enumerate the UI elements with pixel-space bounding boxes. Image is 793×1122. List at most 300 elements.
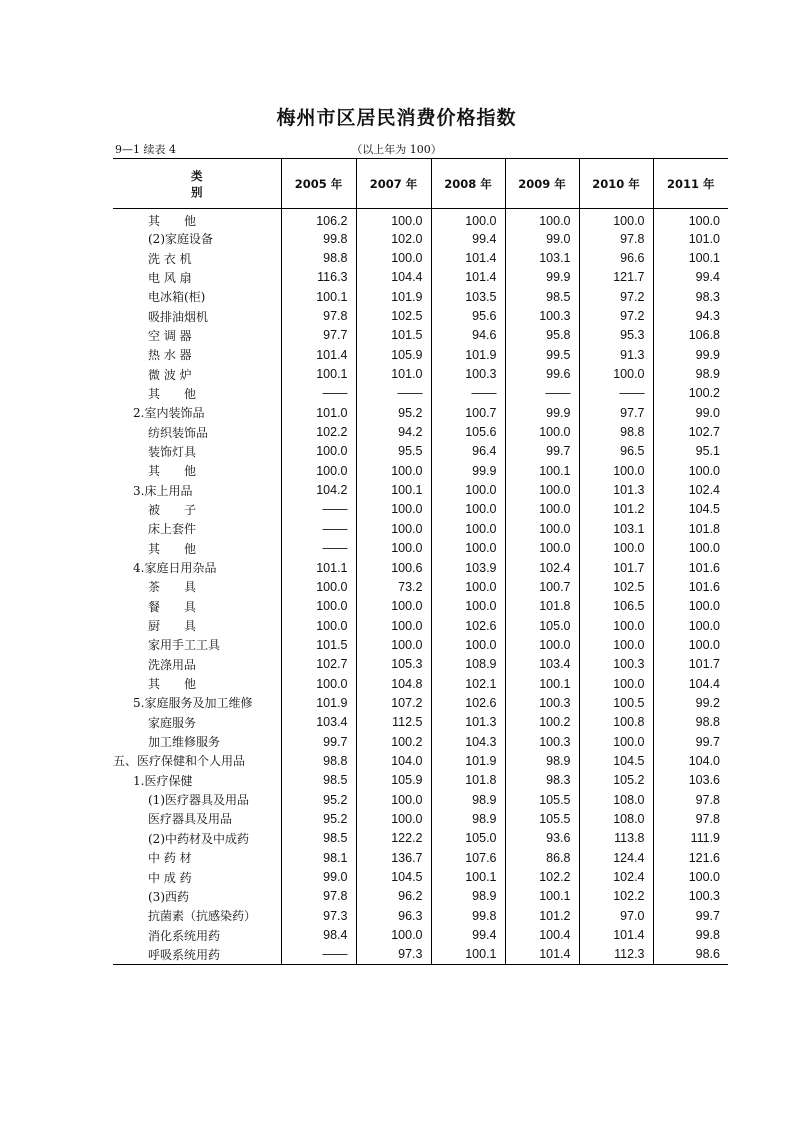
column-header-year: 2008 年 — [431, 159, 505, 209]
index-value-cell: 95.5 — [356, 442, 431, 461]
row-category-label: 床上套件 — [148, 522, 197, 537]
table-row — [113, 558, 728, 577]
index-value-cell: 100.0 — [356, 209, 431, 230]
row-category-label: (3)西药 — [148, 889, 189, 904]
index-value-cell: 98.9 — [653, 364, 728, 383]
index-value-cell: 100.0 — [431, 539, 505, 558]
index-value-cell: 100.0 — [579, 732, 653, 751]
index-value-cell: 98.8 — [281, 248, 356, 267]
index-value-cell: 101.0 — [281, 403, 356, 422]
table-row — [113, 268, 728, 287]
index-value-cell: 100.0 — [281, 442, 356, 461]
index-value-cell: 100.0 — [356, 925, 431, 944]
index-value-cell: 102.7 — [653, 422, 728, 441]
index-value-cell: 97.7 — [281, 326, 356, 345]
row-category-label: 餐 具 — [148, 599, 197, 614]
index-value-cell: 106.5 — [579, 597, 653, 616]
table-id: 9—1 续表 4 — [115, 143, 176, 156]
index-value-cell: 100.0 — [431, 209, 505, 230]
row-category-label: 空 调 器 — [148, 328, 192, 343]
index-value-cell: 100.0 — [505, 209, 579, 230]
index-value-cell: 101.4 — [505, 945, 579, 964]
index-value-cell: 99.0 — [281, 867, 356, 886]
index-value-cell: 104.4 — [356, 268, 431, 287]
index-value-cell: 102.4 — [505, 558, 579, 577]
index-value-cell: 100.1 — [281, 287, 356, 306]
index-value-cell: 100.1 — [505, 674, 579, 693]
index-value-cell: 101.1 — [281, 558, 356, 577]
index-value-cell: —— — [505, 384, 579, 403]
index-value-cell: 97.8 — [579, 229, 653, 248]
index-value-cell: 99.8 — [653, 925, 728, 944]
index-value-cell: 100.0 — [505, 539, 579, 558]
index-value-cell: 101.2 — [579, 500, 653, 519]
index-value-cell: 101.9 — [356, 287, 431, 306]
index-value-cell: 103.4 — [281, 713, 356, 732]
row-category-label: 被 子 — [148, 502, 197, 517]
index-value-cell: 112.3 — [579, 945, 653, 964]
table-row — [113, 306, 728, 325]
index-value-cell: —— — [281, 384, 356, 403]
index-value-cell: 112.5 — [356, 713, 431, 732]
table-row — [113, 713, 728, 732]
table-row — [113, 229, 728, 248]
table-row — [113, 539, 728, 558]
index-value-cell: 100.0 — [579, 635, 653, 654]
index-value-cell: 100.0 — [431, 597, 505, 616]
index-value-cell: 102.6 — [431, 693, 505, 712]
table-row — [113, 500, 728, 519]
index-value-cell: 99.0 — [653, 403, 728, 422]
index-value-cell: 101.8 — [431, 771, 505, 790]
index-value-cell: 98.9 — [505, 751, 579, 770]
index-value-cell: 105.9 — [356, 771, 431, 790]
index-value-cell: 105.5 — [505, 809, 579, 828]
index-value-cell: 100.0 — [653, 539, 728, 558]
index-value-cell: 99.9 — [505, 268, 579, 287]
index-value-cell: 103.1 — [505, 248, 579, 267]
index-value-cell: 100.0 — [356, 500, 431, 519]
index-value-cell: 101.9 — [431, 751, 505, 770]
index-value-cell: 100.0 — [579, 209, 653, 230]
index-value-cell: 104.5 — [579, 751, 653, 770]
index-value-cell: 103.5 — [431, 287, 505, 306]
page-title: 梅州市区居民消费价格指数 — [276, 107, 517, 129]
index-value-cell: 97.3 — [281, 906, 356, 925]
index-value-cell: 98.5 — [281, 771, 356, 790]
index-value-cell: 99.7 — [505, 442, 579, 461]
index-value-cell: 98.3 — [653, 287, 728, 306]
index-value-cell: —— — [281, 500, 356, 519]
index-value-cell: 100.0 — [579, 674, 653, 693]
index-value-cell: 105.3 — [356, 655, 431, 674]
row-category-label: 其 他 — [148, 386, 197, 401]
index-value-cell: 96.5 — [579, 442, 653, 461]
row-category-label: 其 他 — [148, 541, 197, 556]
index-value-cell: 97.2 — [579, 306, 653, 325]
table-row — [113, 674, 728, 693]
table-row — [113, 209, 728, 230]
row-category-label: 中 药 材 — [148, 851, 192, 866]
index-value-cell: —— — [281, 539, 356, 558]
index-value-cell: 99.0 — [505, 229, 579, 248]
table-row — [113, 693, 728, 712]
row-category-label: 消化系统用药 — [148, 928, 221, 943]
table-row — [113, 519, 728, 538]
index-value-cell: 101.5 — [356, 326, 431, 345]
index-value-cell: 86.8 — [505, 848, 579, 867]
table-row — [113, 655, 728, 674]
index-value-cell: 104.5 — [653, 500, 728, 519]
index-value-cell: 100.0 — [281, 461, 356, 480]
index-value-cell: 100.0 — [653, 616, 728, 635]
index-value-cell: 102.7 — [281, 655, 356, 674]
index-value-cell: 73.2 — [356, 577, 431, 596]
index-value-cell: 97.0 — [579, 906, 653, 925]
index-value-cell: 104.2 — [281, 480, 356, 499]
table-row — [113, 248, 728, 267]
index-value-cell: 102.0 — [356, 229, 431, 248]
index-value-cell: 100.3 — [505, 306, 579, 325]
index-value-cell: 96.3 — [356, 906, 431, 925]
index-value-cell: 100.0 — [281, 597, 356, 616]
row-category-label: (2)家庭设备 — [148, 232, 213, 247]
index-value-cell: 100.2 — [505, 713, 579, 732]
index-value-cell: 102.4 — [579, 867, 653, 886]
index-value-cell: 98.8 — [579, 422, 653, 441]
index-value-cell: 97.8 — [653, 790, 728, 809]
index-value-cell: 99.8 — [431, 906, 505, 925]
index-value-cell: 96.2 — [356, 887, 431, 906]
index-value-cell: 91.3 — [579, 345, 653, 364]
index-value-cell: 104.8 — [356, 674, 431, 693]
index-value-cell: 100.0 — [356, 616, 431, 635]
table-row — [113, 635, 728, 654]
column-header-category: 类 别 — [113, 159, 281, 209]
index-value-cell: 100.0 — [356, 539, 431, 558]
table-row — [113, 577, 728, 596]
index-value-cell: 101.3 — [579, 480, 653, 499]
row-category-label: 电冰箱(柜) — [148, 290, 206, 305]
index-value-cell: 100.0 — [281, 674, 356, 693]
index-value-cell: 99.7 — [281, 732, 356, 751]
index-value-cell: 100.1 — [505, 461, 579, 480]
index-value-cell: —— — [431, 384, 505, 403]
index-value-cell: 95.2 — [281, 809, 356, 828]
index-value-cell: 100.0 — [505, 422, 579, 441]
index-value-cell: 100.0 — [505, 635, 579, 654]
index-value-cell: —— — [579, 384, 653, 403]
index-value-cell: 100.1 — [431, 945, 505, 964]
index-value-cell: 100.0 — [356, 635, 431, 654]
index-value-cell: 98.8 — [653, 713, 728, 732]
row-category-label: 4.家庭日用杂品 — [133, 561, 217, 576]
index-value-cell: 104.0 — [653, 751, 728, 770]
index-value-cell: 97.8 — [281, 887, 356, 906]
index-value-cell: 103.9 — [431, 558, 505, 577]
row-category-label: 装饰灯具 — [148, 444, 197, 459]
index-value-cell: 122.2 — [356, 829, 431, 848]
column-header-year: 2009 年 — [505, 159, 579, 209]
column-header-year: 2007 年 — [356, 159, 431, 209]
index-value-cell: 101.6 — [653, 577, 728, 596]
index-value-cell: 97.7 — [579, 403, 653, 422]
index-value-cell: 103.4 — [505, 655, 579, 674]
index-value-cell: 104.0 — [356, 751, 431, 770]
index-value-cell: 105.2 — [579, 771, 653, 790]
index-value-cell: 105.0 — [431, 829, 505, 848]
index-value-cell: 100.1 — [356, 480, 431, 499]
index-value-cell: 100.8 — [579, 713, 653, 732]
table-row — [113, 480, 728, 499]
row-category-label: 3.床上用品 — [133, 483, 193, 498]
index-value-cell: 96.4 — [431, 442, 505, 461]
index-value-cell: 100.0 — [653, 597, 728, 616]
index-value-cell: 100.0 — [653, 635, 728, 654]
row-category-label: 茶 具 — [148, 580, 197, 595]
table-row — [113, 345, 728, 364]
table-row — [113, 906, 728, 925]
table-row — [113, 422, 728, 441]
column-header-year: 2005 年 — [281, 159, 356, 209]
index-value-cell: 100.4 — [505, 925, 579, 944]
index-value-cell: 101.9 — [281, 693, 356, 712]
row-category-label: 其 他 — [148, 214, 197, 228]
index-value-cell: 102.2 — [505, 867, 579, 886]
row-category-label: 抗菌素（抗感染药） — [148, 909, 257, 924]
index-value-cell: 98.8 — [281, 751, 356, 770]
index-value-cell: 100.0 — [281, 616, 356, 635]
index-value-cell: 108.0 — [579, 809, 653, 828]
index-value-cell: 100.0 — [653, 867, 728, 886]
index-value-cell: 100.2 — [356, 732, 431, 751]
index-value-cell: 108.9 — [431, 655, 505, 674]
row-category-label: (1)医疗器具及用品 — [148, 793, 249, 808]
row-category-label: 纺织装饰品 — [148, 425, 209, 440]
index-value-cell: 121.6 — [653, 848, 728, 867]
index-value-cell: 102.1 — [431, 674, 505, 693]
index-value-cell: 105.0 — [505, 616, 579, 635]
row-category-label: 厨 具 — [148, 619, 197, 634]
index-value-cell: 97.8 — [653, 809, 728, 828]
index-value-cell: 99.9 — [431, 461, 505, 480]
index-value-cell: 98.5 — [281, 829, 356, 848]
index-value-cell: 100.3 — [505, 693, 579, 712]
index-value-cell: 95.6 — [431, 306, 505, 325]
index-value-cell: 102.6 — [431, 616, 505, 635]
index-value-cell: 102.2 — [579, 887, 653, 906]
index-value-cell: 95.8 — [505, 326, 579, 345]
index-value-cell: 100.3 — [653, 887, 728, 906]
row-category-label: 微 波 炉 — [148, 367, 192, 382]
row-category-label: 呼吸系统用药 — [113, 945, 281, 964]
table-row — [113, 461, 728, 480]
table-row — [113, 829, 728, 848]
index-value-cell: 100.0 — [505, 480, 579, 499]
index-value-cell: 98.1 — [281, 848, 356, 867]
index-value-cell: 96.6 — [579, 248, 653, 267]
index-value-cell: 101.4 — [281, 345, 356, 364]
index-value-cell: 98.9 — [431, 790, 505, 809]
index-value-cell: 104.4 — [653, 674, 728, 693]
index-value-cell: 101.9 — [431, 345, 505, 364]
table-row — [113, 809, 728, 828]
index-value-cell: 102.5 — [356, 306, 431, 325]
index-value-cell: —— — [281, 945, 356, 964]
index-value-cell: 100.0 — [356, 597, 431, 616]
table-row — [113, 848, 728, 867]
row-category-label: 其 他 — [148, 464, 197, 479]
index-value-cell: 99.6 — [505, 364, 579, 383]
index-value-cell: 102.4 — [653, 480, 728, 499]
table-row — [113, 403, 728, 422]
index-value-cell: 111.9 — [653, 829, 728, 848]
table-row — [113, 732, 728, 751]
index-value-cell: 100.0 — [431, 480, 505, 499]
row-category-label: 家庭服务 — [148, 715, 197, 730]
index-value-cell: 94.2 — [356, 422, 431, 441]
index-value-cell: 98.5 — [505, 287, 579, 306]
index-value-cell: 98.9 — [431, 887, 505, 906]
table-row — [113, 790, 728, 809]
index-value-cell: 100.0 — [356, 461, 431, 480]
index-value-cell: 100.3 — [431, 364, 505, 383]
table-row — [113, 364, 728, 383]
index-value-cell: 100.6 — [356, 558, 431, 577]
index-value-cell: 100.0 — [356, 790, 431, 809]
index-value-cell: 100.0 — [653, 461, 728, 480]
index-value-cell: 99.4 — [431, 229, 505, 248]
index-value-cell: 100.3 — [505, 732, 579, 751]
index-value-cell: 97.8 — [281, 306, 356, 325]
index-value-cell: 100.1 — [505, 887, 579, 906]
index-value-cell: 103.1 — [579, 519, 653, 538]
row-category-label: 2.室内装饰品 — [133, 406, 205, 421]
index-value-cell: 100.1 — [281, 364, 356, 383]
index-value-cell: 100.7 — [505, 577, 579, 596]
table-row — [113, 597, 728, 616]
index-value-cell: 102.5 — [579, 577, 653, 596]
index-value-cell: 98.9 — [431, 809, 505, 828]
index-value-cell: 95.2 — [356, 403, 431, 422]
index-value-cell: 136.7 — [356, 848, 431, 867]
row-category-label: 家用手工工具 — [148, 638, 221, 653]
index-value-cell: 105.5 — [505, 790, 579, 809]
row-category-label: 5.家庭服务及加工维修 — [133, 696, 253, 711]
row-category-label: 电 风 扇 — [148, 270, 192, 285]
index-value-cell: 100.0 — [356, 519, 431, 538]
column-header-year: 2010 年 — [579, 159, 653, 209]
table-row — [113, 287, 728, 306]
index-value-cell: 99.5 — [505, 345, 579, 364]
index-value-cell: 104.3 — [431, 732, 505, 751]
index-value-cell: 94.3 — [653, 306, 728, 325]
table-row — [113, 867, 728, 886]
index-value-cell: 100.0 — [356, 809, 431, 828]
index-value-cell: 99.7 — [653, 906, 728, 925]
table-row — [113, 751, 728, 770]
index-value-cell: 100.5 — [579, 693, 653, 712]
index-value-cell: 98.6 — [653, 945, 728, 964]
index-value-cell: 116.3 — [281, 268, 356, 287]
index-value-cell: 100.0 — [653, 209, 728, 230]
row-category-label: 洗涤用品 — [148, 657, 197, 672]
index-value-cell: 100.0 — [431, 577, 505, 596]
table-row — [113, 384, 728, 403]
index-value-cell: 95.3 — [579, 326, 653, 345]
index-value-cell: 101.4 — [579, 925, 653, 944]
index-value-cell: 106.8 — [653, 326, 728, 345]
index-value-cell: 100.0 — [505, 500, 579, 519]
row-category-label: 1.医疗保健 — [133, 773, 193, 788]
index-value-cell: 101.0 — [653, 229, 728, 248]
index-value-cell: 113.8 — [579, 829, 653, 848]
table-row — [113, 945, 728, 964]
index-value-cell: 101.2 — [505, 906, 579, 925]
index-value-cell: 102.2 — [281, 422, 356, 441]
index-value-cell: 94.6 — [431, 326, 505, 345]
index-value-cell: 100.0 — [505, 519, 579, 538]
base-note: （以上年为 100） — [351, 143, 442, 156]
index-value-cell: 100.0 — [579, 364, 653, 383]
row-category-label: 洗 衣 机 — [148, 251, 192, 266]
row-category-label: 五、医疗保健和个人用品 — [113, 754, 246, 769]
index-value-cell: 100.7 — [431, 403, 505, 422]
index-value-cell: 107.2 — [356, 693, 431, 712]
index-value-cell: 100.0 — [431, 500, 505, 519]
header-row — [113, 159, 728, 209]
index-value-cell: 100.0 — [431, 519, 505, 538]
index-value-cell: 100.0 — [356, 248, 431, 267]
table-row — [113, 887, 728, 906]
index-value-cell: 98.3 — [505, 771, 579, 790]
index-value-cell: 99.4 — [431, 925, 505, 944]
index-value-cell: 100.0 — [431, 635, 505, 654]
index-value-cell: 99.7 — [653, 732, 728, 751]
index-value-cell: 99.2 — [653, 693, 728, 712]
index-value-cell: 104.5 — [356, 867, 431, 886]
index-value-cell: 101.0 — [356, 364, 431, 383]
index-value-cell: 100.1 — [653, 248, 728, 267]
index-value-cell: 101.7 — [653, 655, 728, 674]
index-value-cell: 97.2 — [579, 287, 653, 306]
table-row — [113, 616, 728, 635]
index-value-cell: 105.6 — [431, 422, 505, 441]
index-value-cell: 100.2 — [653, 384, 728, 403]
index-value-cell: 108.0 — [579, 790, 653, 809]
index-value-cell: 101.4 — [431, 248, 505, 267]
index-value-cell: 121.7 — [579, 268, 653, 287]
index-value-cell: —— — [356, 384, 431, 403]
index-value-cell: 95.1 — [653, 442, 728, 461]
index-value-cell: 103.6 — [653, 771, 728, 790]
index-value-cell: 100.0 — [579, 461, 653, 480]
index-value-cell: 105.9 — [356, 345, 431, 364]
index-value-cell: 100.0 — [579, 616, 653, 635]
index-value-cell: 99.9 — [505, 403, 579, 422]
row-category-label: 中 成 药 — [148, 870, 192, 885]
index-value-cell: 107.6 — [431, 848, 505, 867]
table-row — [113, 326, 728, 345]
index-value-cell: 93.6 — [505, 829, 579, 848]
index-value-cell: 95.2 — [281, 790, 356, 809]
table-row — [113, 771, 728, 790]
index-value-cell: 99.4 — [653, 268, 728, 287]
index-value-cell: 124.4 — [579, 848, 653, 867]
index-value-cell: 100.0 — [281, 577, 356, 596]
index-value-cell: 98.4 — [281, 925, 356, 944]
index-value-cell: —— — [281, 519, 356, 538]
